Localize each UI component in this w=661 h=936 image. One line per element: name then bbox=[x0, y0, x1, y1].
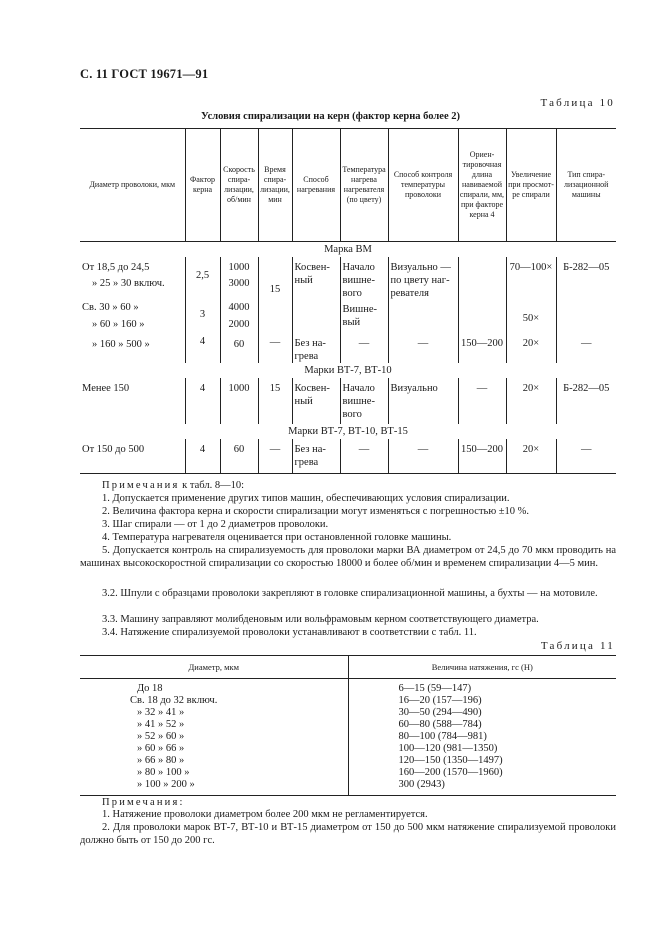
cell-heating: Без нагрева bbox=[292, 439, 340, 474]
col-diameter: Диаметр, мкм bbox=[80, 656, 348, 679]
cell-tension: 300 (2943) bbox=[348, 779, 616, 796]
section-title: Марки ВТ-7, ВТ-10 bbox=[304, 365, 392, 376]
cell-heating: Косвенный Без нагрева bbox=[292, 257, 340, 363]
cell-control: Визуально bbox=[388, 378, 458, 424]
cell-tension: 80—100 (784—981) bbox=[348, 731, 616, 743]
cell-time: 15 — bbox=[258, 257, 292, 363]
cell-diameter: От 18,5 до 24,5 » 25 » 30 включ. Св. 30 » 60 » » 60 » 160 » » 160 » 500 » bbox=[82, 262, 165, 350]
table-row bbox=[80, 679, 616, 696]
table-row bbox=[80, 779, 616, 796]
note-1: 1. Допускается применение других типов машин, обеспечивающих условия спирализации. bbox=[102, 493, 510, 504]
cell-diameter: » 60 » 66 » bbox=[137, 743, 185, 754]
paragraph-3-3: 3.3. Машину заправляют молибденовым или вольфрамовым керном соответствующего диаметра. bbox=[102, 614, 539, 625]
note-3: 3. Шаг спирали — от 1 до 2 диаметров проволоки. bbox=[102, 519, 329, 530]
cell-diameter: » 52 » 60 » bbox=[137, 731, 185, 742]
cell-zoom: 20× bbox=[506, 378, 556, 424]
table10-title: Условия спирализации на керн (фактор керна более 2) bbox=[201, 111, 460, 122]
notes-table8-10 bbox=[102, 480, 616, 493]
table11-body bbox=[80, 679, 616, 796]
cell-diameter: » 66 » 80 » bbox=[137, 755, 185, 766]
notes-table11 bbox=[102, 797, 616, 810]
cell-machine: Б-282—05 bbox=[556, 378, 616, 424]
table-row bbox=[80, 755, 616, 767]
cell-diameter: Менее 150 bbox=[82, 383, 130, 394]
cell-tension: 160—200 (1570—1960) bbox=[348, 767, 616, 779]
cell-factor: 4 bbox=[185, 439, 220, 474]
col-heating: Способ нагревания bbox=[292, 129, 340, 242]
cell-diameter: » 41 » 52 » bbox=[137, 719, 185, 730]
cell-temperature: Начало вишневого Вишневый — bbox=[340, 257, 388, 363]
table-row bbox=[80, 257, 616, 363]
cell-factor: 4 bbox=[185, 378, 220, 424]
table-10 bbox=[80, 128, 616, 474]
col-factor: Фактор керна bbox=[185, 129, 220, 242]
cell-tension: 30—50 (294—490) bbox=[348, 707, 616, 719]
section-row bbox=[80, 363, 616, 378]
table-row bbox=[80, 731, 616, 743]
table-row bbox=[80, 378, 616, 424]
col-tension: Величина натяжения, гс (Н) bbox=[348, 656, 616, 679]
cell-time: — bbox=[258, 439, 292, 474]
col-temperature: Температура нагрева нагревателя (по цвету) bbox=[340, 129, 388, 242]
table-11 bbox=[80, 655, 616, 796]
cell-length: — bbox=[458, 378, 506, 424]
note-2: 2. Для проволоки марок ВТ-7, ВТ-10 и ВТ-15 диаметром от 150 до 500 мкм натяжение спирализуемой проволоки должно быть от 150 до 200 гс. bbox=[80, 822, 616, 846]
table11-header-row bbox=[80, 656, 616, 679]
cell-zoom: 70—100× 50× 20× bbox=[506, 257, 556, 363]
table10-label: Таблица 10 bbox=[540, 97, 615, 109]
cell-zoom: 20× bbox=[506, 439, 556, 474]
cell-length: 150—200 bbox=[458, 439, 506, 474]
cell-tension: 100—120 (981—1350) bbox=[348, 743, 616, 755]
cell-temperature: Начало вишневого bbox=[340, 378, 388, 424]
table11-label: Таблица 11 bbox=[540, 640, 615, 652]
cell-speed: 60 bbox=[220, 439, 258, 474]
notes-title: Примечания: bbox=[102, 797, 185, 808]
section-title: Марки ВТ-7, ВТ-10, ВТ-15 bbox=[288, 426, 408, 437]
cell-tension: 16—20 (157—196) bbox=[348, 695, 616, 707]
note-5: 5. Допускается контроль на спирализуемость для проволоки марки ВА диаметром от 24,5 до 70 мкм проводить на машинах высокоскоростной спирализации со скоростью 18000 и более об/мин и временем спирализации 4—5 мин. bbox=[80, 545, 616, 569]
cell-speed: 1000 3000 4000 2000 60 bbox=[220, 257, 258, 363]
cell-control: — bbox=[388, 439, 458, 474]
cell-tension: 120—150 (1350—1497) bbox=[348, 755, 616, 767]
cell-temperature: — bbox=[340, 439, 388, 474]
table-row bbox=[80, 439, 616, 474]
cell-tension: 60—80 (588—784) bbox=[348, 719, 616, 731]
cell-machine: — bbox=[556, 439, 616, 474]
col-control: Способ контроля температуры проволоки bbox=[388, 129, 458, 242]
col-time: Время спирализации, мин bbox=[258, 129, 292, 242]
col-zoom: Увеличение при просмотре спирали bbox=[506, 129, 556, 242]
note-1: 1. Натяжение проволоки диаметром более 200 мкм не регламентируется. bbox=[102, 809, 428, 820]
notes-title: Примечания к табл. 8—10: bbox=[102, 480, 244, 491]
col-speed: Скорость спирализации, об/мин bbox=[220, 129, 258, 242]
cell-speed: 1000 bbox=[220, 378, 258, 424]
col-length: Ориентировочная длина навиваемой спирали, мм, при факторе керна 4 bbox=[458, 129, 506, 242]
note-4: 4. Температура нагревателя оценивается при остановленной головке машины. bbox=[102, 532, 452, 543]
note-2: 2. Величина фактора керна и скорости спирализации могут изменяться с погрешностью ±10 %. bbox=[102, 506, 530, 517]
cell-control: Визуально — по цвету нагревателя — bbox=[388, 257, 458, 363]
section-row bbox=[80, 424, 616, 439]
table-row bbox=[80, 719, 616, 731]
cell-length: 150—200 bbox=[458, 257, 506, 363]
paragraph-3-4: 3.4. Натяжение спирализуемой проволоки устанавливают в соответствии с табл. 11. bbox=[102, 627, 477, 638]
table-row bbox=[80, 767, 616, 779]
cell-diameter: Св. 18 до 32 включ. bbox=[130, 695, 218, 706]
section-title: Марка ВМ bbox=[324, 244, 372, 255]
cell-diameter: » 80 » 100 » bbox=[137, 767, 190, 778]
section-row bbox=[80, 242, 616, 258]
col-machine: Тип спирализационной машины bbox=[556, 129, 616, 242]
cell-factor: 2,5 3 4 bbox=[185, 257, 220, 363]
table-row bbox=[80, 707, 616, 719]
page-header: С. 11 ГОСТ 19671—91 bbox=[80, 67, 209, 81]
paragraph-3-2: 3.2. Шпули с образцами проволоки закрепляют в головке спирализационной машины, а бухты — на мотовиле. bbox=[102, 588, 598, 599]
cell-diameter: » 32 » 41 » bbox=[137, 707, 185, 718]
cell-diameter: » 100 » 200 » bbox=[80, 779, 348, 796]
cell-tension: 6—15 (59—147) bbox=[348, 679, 616, 696]
cell-diameter: От 150 до 500 bbox=[80, 439, 185, 474]
cell-heating: Косвенный bbox=[292, 378, 340, 424]
table10-header-row bbox=[80, 129, 616, 242]
table-row bbox=[80, 743, 616, 755]
cell-time: 15 bbox=[258, 378, 292, 424]
col-diameter: Диаметр проволоки, мкм bbox=[80, 129, 185, 242]
cell-machine: Б-282—05 — bbox=[556, 257, 616, 363]
table-row bbox=[80, 695, 616, 707]
cell-diameter: До 18 bbox=[137, 683, 163, 694]
